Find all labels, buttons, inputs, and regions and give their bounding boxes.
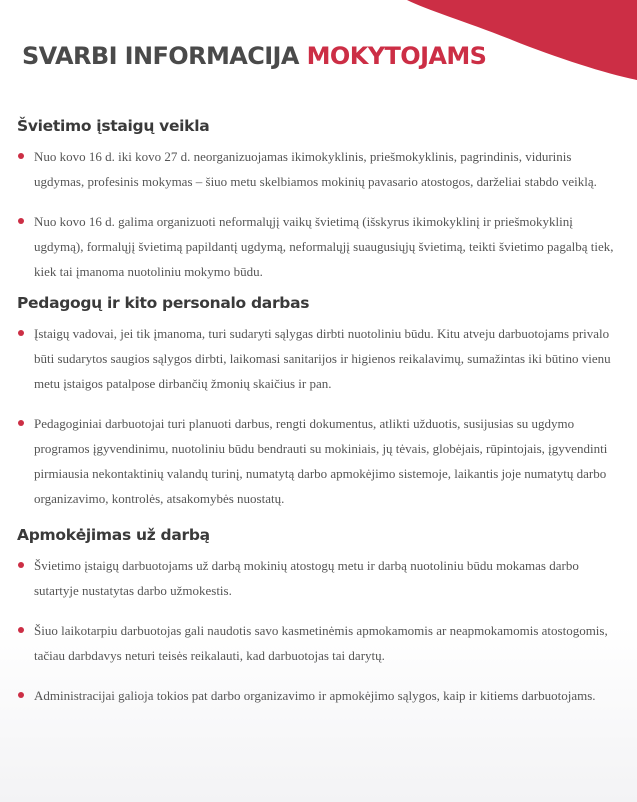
section-school-activity: [17, 117, 623, 299]
page-title-accent: MOKYTOJAMS: [306, 42, 487, 70]
list-item: Švietimo įstaigų darbuotojams už darbą mokinių atostogų metu ir darbą nuotoliniu būdu mokamas darbo sutartyje nustatytas darbo užmokestis.: [17, 553, 623, 603]
page-title: [22, 42, 486, 70]
list-item: Pedagoginiai darbuotojai turi planuoti darbus, rengti dokumentus, atlikti užduotis, susijusias su ugdymo programos įgyvendinimu, nuotoliniu būdu bendrauti su mokiniais, jų tėvais, globėjais, rūpintojais, įgyvendinti pirmiausia nekontaktinių valandų turinį, numatytą darbo apmokėjimo sistemoje, laikantis joje numatytų darbo organizavimo, kontrolės, atsakomybės nuostatų.: [17, 411, 623, 511]
list-item: Administracijai galioja tokios pat darbo organizavimo ir apmokėjimo sąlygos, kaip ir kitiems darbuotojams.: [17, 683, 623, 708]
section-staff-work: [17, 294, 623, 526]
bullet-list: [17, 553, 623, 708]
list-item: Šiuo laikotarpiu darbuotojas gali naudotis savo kasmetinėmis apmokamomis ar neapmokamomis atostogomis, tačiau darbdavys neturi teisės reikalauti, kad darbuotojas tai darytų.: [17, 618, 623, 668]
list-item: Įstaigų vadovai, jei tik įmanoma, turi sudaryti sąlygas dirbti nuotoliniu būdu. Kitu atveju darbuotojams privalo būti sudarytos saugios sąlygos dirbti, laikomasi sanitarijos ir higienos reikalavimų, sumažintas iki būtino vienu metu įstaigos patalpose dirbančių žmonių skaičius ir pan.: [17, 321, 623, 396]
section-heading: Apmokėjimas už darbą: [17, 526, 210, 544]
bullet-list: [17, 144, 623, 284]
bullet-list: [17, 321, 623, 511]
section-heading: Pedagogų ir kito personalo darbas: [17, 294, 310, 312]
section-heading: Švietimo įstaigų veikla: [17, 117, 210, 135]
list-item: Nuo kovo 16 d. iki kovo 27 d. neorganizuojamas ikimokyklinis, priešmokyklinis, pagrindinis, vidurinis ugdymas, profesinis mokymas – šiuo metu skelbiamos mokinių pavasario atostogos, darželiai stabdo veiklą.: [17, 144, 623, 194]
list-item: Nuo kovo 16 d. galima organizuoti neformalųjį vaikų švietimą (išskyrus ikimokyklinį ir priešmokyklinį ugdymą), formalųjį švietimą papildantį ugdymą, neformalųjį suaugusiųjų švietimą, teikti švietimo pagalbą tiek, kiek tai įmanoma nuotoliniu mokymo būdu.: [17, 209, 623, 284]
section-payment: [17, 526, 623, 723]
page-title-main: SVARBI INFORMACIJA: [22, 42, 299, 70]
